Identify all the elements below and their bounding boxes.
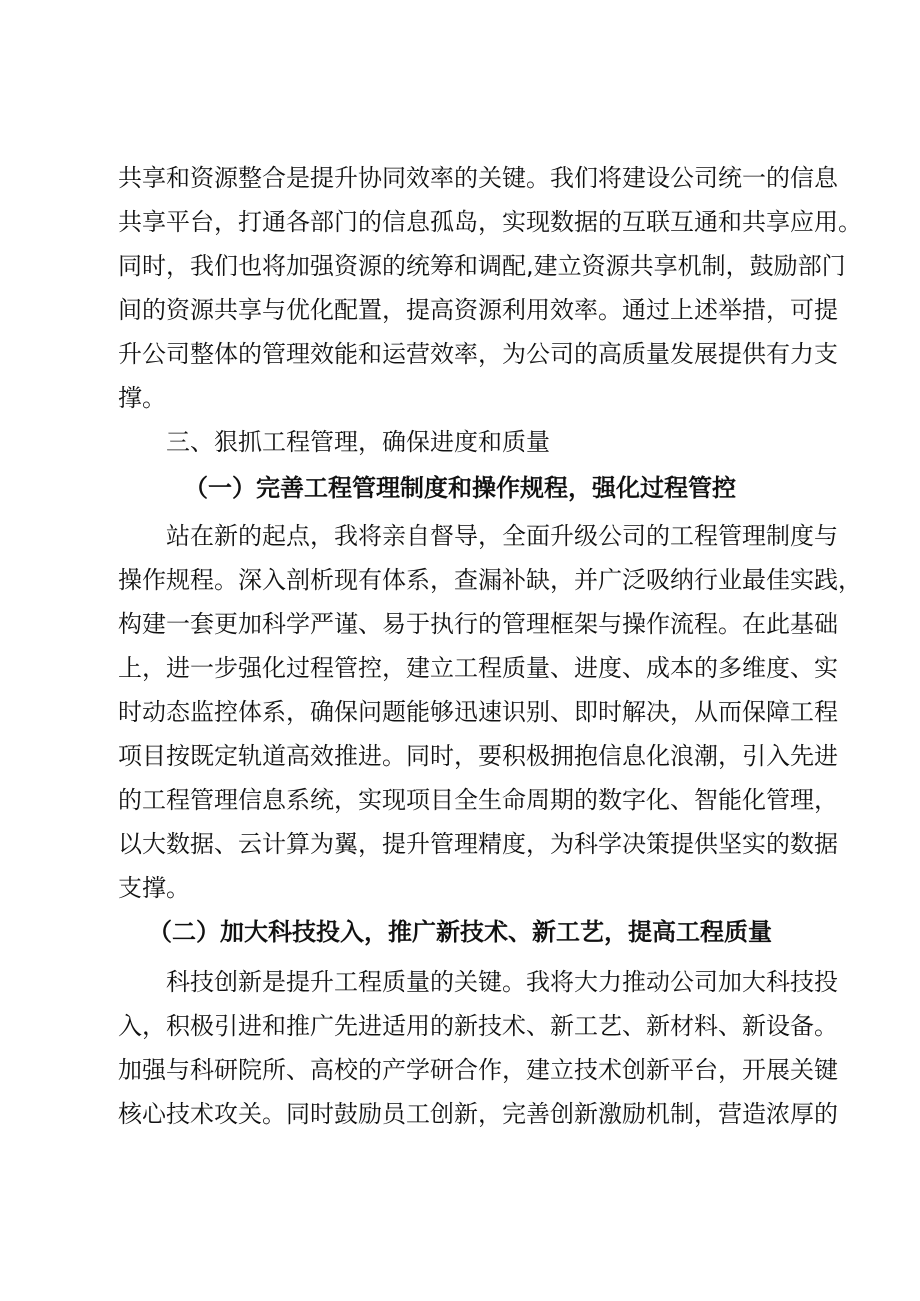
- subsection-heading: （二）加大科技投入，推广新技术、新工艺，提高工程质量: [148, 918, 772, 946]
- paragraph-line: 入，积极引进和推广先进适用的新技术、新工艺、新材料、新设备。: [118, 1012, 838, 1040]
- paragraph-line: 站在新的起点，我将亲自督导，全面升级公司的工程管理制度与: [166, 522, 838, 550]
- paragraph-line: 操作规程。深入剖析现有体系，查漏补缺，并广泛吸纳行业最佳实践，: [118, 566, 862, 594]
- paragraph-line: 共享和资源整合是提升协同效率的关键。我们将建设公司统一的信息: [118, 164, 838, 192]
- paragraph-line: 核心技术攻关。同时鼓励员工创新，完善创新激励机制，营造浓厚的: [118, 1100, 838, 1128]
- paragraph-line: 撑。: [118, 384, 166, 412]
- paragraph-line: 同时，我们也将加强资源的统筹和调配,建立资源共享机制，鼓励部门: [118, 252, 846, 280]
- paragraph-line: 支撑。: [118, 874, 190, 902]
- paragraph-line: 构建一套更加科学严谨、易于执行的管理框架与操作流程。在此基础: [118, 610, 838, 638]
- paragraph-line: 以大数据、云计算为翼，提升管理精度，为科学决策提供坚实的数据: [118, 830, 838, 858]
- subsection-heading: （一）完善工程管理制度和操作规程，强化过程管控: [184, 474, 736, 502]
- paragraph-line: 加强与科研院所、高校的产学研合作，建立技术创新平台，开展关键: [118, 1056, 838, 1084]
- paragraph-line: 时动态监控体系，确保问题能够迅速识别、即时解决，从而保障工程: [118, 698, 838, 726]
- paragraph-line: 的工程管理信息系统，实现项目全生命周期的数字化、智能化管理，: [118, 786, 838, 814]
- paragraph-line: 项目按既定轨道高效推进。同时，要积极拥抱信息化浪潮，引入先进: [118, 742, 838, 770]
- paragraph-line: 间的资源共享与优化配置，提高资源利用效率。通过上述举措，可提: [118, 296, 838, 324]
- paragraph-line: 升公司整体的管理效能和运营效率，为公司的高质量发展提供有力支: [118, 340, 838, 368]
- paragraph-line: 共享平台，打通各部门的信息孤岛，实现数据的互联互通和共享应用。: [118, 208, 862, 236]
- section-title: 三、狠抓工程管理，确保进度和质量: [166, 428, 550, 456]
- paragraph-line: 科技创新是提升工程质量的关键。我将大力推动公司加大科技投: [166, 968, 838, 996]
- paragraph-line: 上，进一步强化过程管控，建立工程质量、进度、成本的多维度、实: [118, 654, 838, 682]
